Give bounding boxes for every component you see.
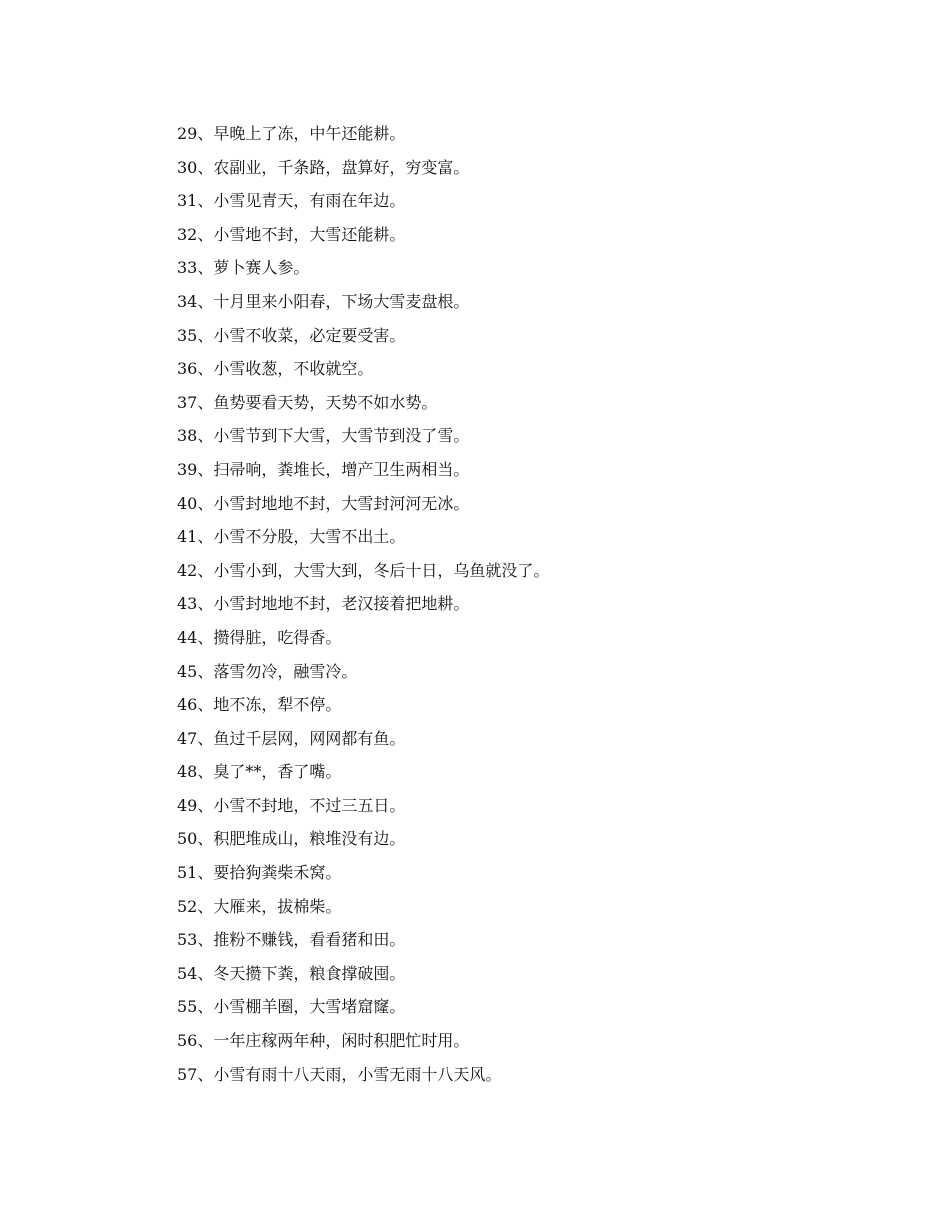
- proverb-line: 49、小雪不封地，不过三五日。: [177, 795, 406, 815]
- proverb-line: 51、要拾狗粪柴禾窝。: [177, 863, 342, 883]
- proverb-line: 42、小雪小到，大雪大到，冬后十日，乌鱼就没了。: [177, 560, 550, 580]
- proverb-line: 53、推粉不赚钱，看看猪和田。: [177, 930, 406, 950]
- proverb-line: 32、小雪地不封，大雪还能耕。: [177, 224, 406, 244]
- proverb-line: 45、落雪勿冷，融雪冷。: [177, 661, 358, 681]
- proverb-line: 37、鱼势要看天势，天势不如水势。: [177, 392, 438, 412]
- proverb-line: 31、小雪见青天，有雨在年边。: [177, 191, 406, 211]
- proverb-line: 30、农副业，千条路，盘算好，穷变富。: [177, 157, 470, 177]
- proverb-line: 50、积肥堆成山，粮堆没有边。: [177, 829, 406, 849]
- proverb-line: 57、小雪有雨十八天雨，小雪无雨十八天风。: [177, 1064, 502, 1084]
- proverb-line: 46、地不冻，犁不停。: [177, 695, 342, 715]
- proverb-line: 52、大雁来，拔棉柴。: [177, 896, 342, 916]
- proverb-line: 54、冬天攒下粪，粮食撑破囤。: [177, 963, 406, 983]
- proverb-line: 34、十月里来小阳春，下场大雪麦盘根。: [177, 291, 470, 311]
- proverb-line: 56、一年庄稼两年种，闲时积肥忙时用。: [177, 1031, 470, 1051]
- proverb-line: 48、臭了**，香了嘴。: [177, 762, 342, 782]
- proverb-list: [177, 117, 549, 1091]
- proverb-line: 39、扫帚响，粪堆长，增产卫生两相当。: [177, 459, 470, 479]
- proverb-line: 35、小雪不收菜，必定要受害。: [177, 325, 406, 345]
- proverb-line: 29、早晚上了冻，中午还能耕。: [177, 124, 406, 143]
- proverb-line: 36、小雪收葱，不收就空。: [177, 359, 374, 379]
- proverb-line: 47、鱼过千层网，网网都有鱼。: [177, 728, 406, 748]
- proverb-line: 43、小雪封地地不封，老汉接着把地耕。: [177, 594, 470, 614]
- proverb-line: 33、萝卜赛人参。: [177, 258, 310, 278]
- proverb-line: 44、攒得脏，吃得香。: [177, 627, 342, 647]
- proverb-line: 55、小雪棚羊圈，大雪堵窟窿。: [177, 997, 406, 1017]
- proverb-line: 38、小雪节到下大雪，大雪节到没了雪。: [177, 426, 470, 446]
- proverb-line: 40、小雪封地地不封，大雪封河河无冰。: [177, 493, 470, 513]
- proverb-line: 41、小雪不分股，大雪不出土。: [177, 527, 406, 547]
